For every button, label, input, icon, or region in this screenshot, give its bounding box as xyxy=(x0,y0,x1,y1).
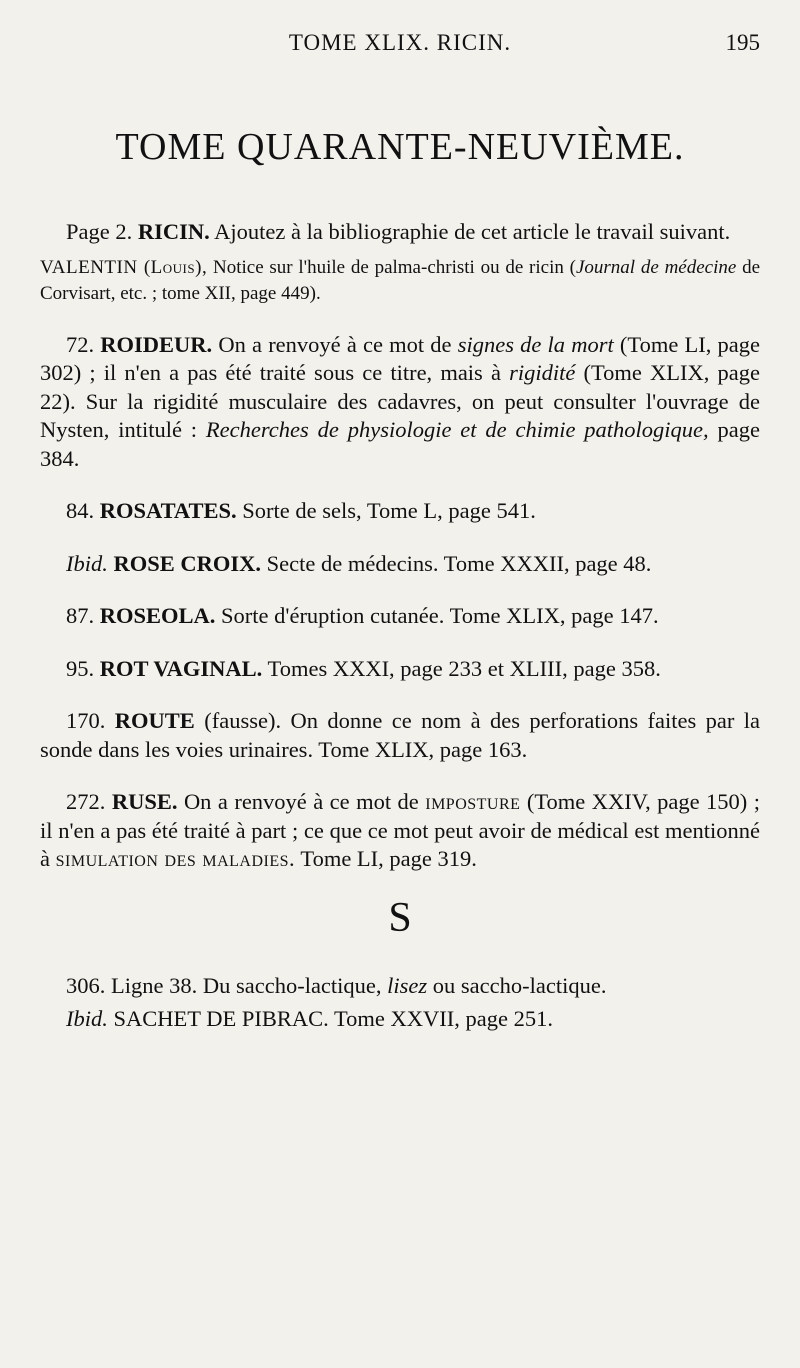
entry-rosatates xyxy=(40,497,760,526)
entry-text: Sorte de sels, Tome L, page 541. xyxy=(242,498,536,523)
entry-text: (Tome XLIX, page 22). Sur la rigidité musculaire des cadavres, on peut consulter l'ouvrage de Nysten, intitulé : xyxy=(40,360,760,442)
entry-rose-croix xyxy=(40,550,760,579)
entry-italic: lisez xyxy=(387,973,428,998)
entry-roideur xyxy=(40,331,760,474)
entry-term: ROUTE xyxy=(114,708,195,733)
entry-term: RUSE. xyxy=(111,789,178,814)
entry-term: RICIN. xyxy=(137,219,210,244)
entry-saccho-lactique xyxy=(40,972,760,1001)
entry-text: Sorte d'éruption cutanée. Tome XLIX, page 147. xyxy=(221,603,659,628)
reference-text-end: de Corvisart, etc. ; tome XII, page 449). xyxy=(40,256,761,304)
reference-text: Notice sur l'huile de palma-christi ou de ricin ( xyxy=(212,256,576,278)
reference-author: VALENTIN (Louis), xyxy=(40,256,208,278)
entry-text: Tome LI, page 319. xyxy=(300,846,477,871)
entry-rot-vaginal xyxy=(40,655,760,684)
entry-text: Ajoutez à la bibliographie de cet article le travail suivant. xyxy=(214,219,731,244)
entry-text: (Tome LI, page 302) ; il n'en a pas été traité sous ce titre, mais à xyxy=(40,331,760,385)
entry-italic: Recherches de physiologie et de chimie pathologique, xyxy=(205,417,709,442)
entry-text: (Tome XXIV, page 150) ; il n'en a pas été traité à part ; ce que ce mot peut avoir de médical est mentionné à xyxy=(40,789,761,871)
entry-number: 272. xyxy=(66,789,106,814)
entry-term: ROIDEUR. xyxy=(100,331,213,357)
volume-title: TOME QUARANTE-NEUVIÈME. xyxy=(115,126,685,168)
entry-text: Tome XXVII, page 251. xyxy=(333,1005,553,1031)
entry-page: Page 2. xyxy=(66,219,133,244)
entry-text: page 384. xyxy=(40,417,761,471)
entry-term: ROT VAGINAL. xyxy=(99,655,263,681)
entry-roseola xyxy=(40,602,760,631)
reference-journal: Journal de médecine xyxy=(575,256,737,278)
page-number: 195 xyxy=(725,30,760,55)
entry-term: SACHET DE PIBRAC. xyxy=(113,1005,329,1031)
entry-number: 170. xyxy=(66,708,106,733)
body-text xyxy=(40,218,760,1033)
entry-ricin xyxy=(40,218,760,247)
entry-number: 87. xyxy=(66,603,95,628)
entry-sachet-de-pibrac xyxy=(40,1005,760,1034)
running-title: TOME XLIX. RICIN. xyxy=(288,30,512,55)
entry-text: (fausse). On donne ce nom à des perforations faites par la sonde dans les voies urinaires. Tome XLIX, page 163. xyxy=(40,708,761,762)
entry-text: ou saccho-lactique. xyxy=(432,973,607,998)
entry-valentin-reference xyxy=(40,255,760,307)
section-letter: S xyxy=(388,894,412,941)
entry-italic: rigidité xyxy=(509,360,576,385)
entry-term: ROSATATES. xyxy=(99,498,237,523)
entry-term: ROSEOLA. xyxy=(99,603,216,628)
entry-number: 72. xyxy=(66,331,95,357)
entry-italic: signes de la mort xyxy=(457,331,614,357)
running-head xyxy=(40,30,760,70)
entry-number: 306. xyxy=(66,973,106,998)
entry-term: ROSE CROIX. xyxy=(113,550,262,576)
entry-number: 84. xyxy=(66,498,95,523)
entry-text: On a renvoyé à ce mot de xyxy=(218,331,452,357)
entry-text: Secte de médecins. Tome XXXII, page 48. xyxy=(266,550,652,576)
entry-ruse xyxy=(40,788,760,874)
entry-text: Tomes XXXI, page 233 et XLIII, page 358. xyxy=(267,655,661,681)
entry-text: On a renvoyé à ce mot de xyxy=(183,789,419,814)
entry-small-caps: simulation des maladies. xyxy=(55,846,296,871)
entry-route xyxy=(40,707,760,764)
entry-small-caps: imposture xyxy=(425,789,521,814)
entry-number: 95. xyxy=(66,655,95,681)
entry-number: Ibid. xyxy=(66,1005,108,1031)
entry-number: Ibid. xyxy=(66,550,108,576)
entry-text: Ligne 38. Du saccho-lactique, xyxy=(111,973,382,998)
